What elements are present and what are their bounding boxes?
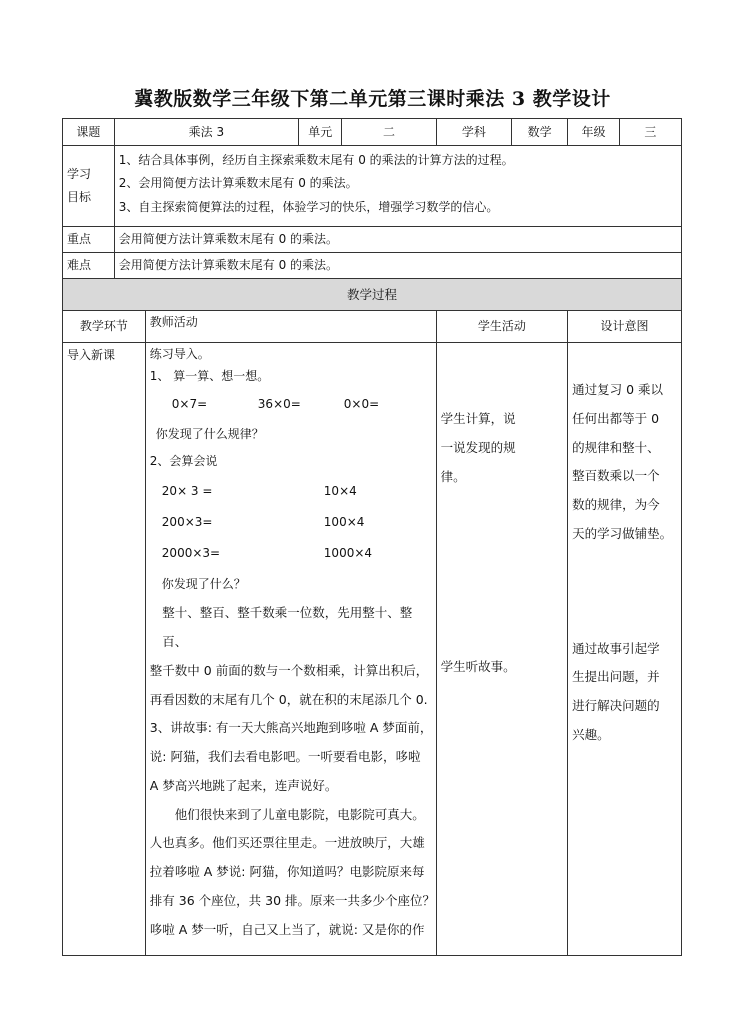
col-student-header: 学生活动 [436,311,567,343]
section-1-exprs [150,389,432,420]
section-2-title: 2、会算会说 [149,454,218,469]
topic-label: 课题 [63,119,115,146]
expr: 36×0= [257,397,301,412]
section-1-title: 1、 算一算、想一想。 [149,369,270,384]
difficult-point-text: 会用简便方法计算乘数末尾有 0 的乘法。 [114,253,681,279]
expr: 0×0= [343,397,380,412]
section-1-question: 你发现了什么规律？ [155,426,264,441]
design-intent-2: 通过故事引起学 生提出问题，并 进行解决问题的 兴趣。 [572,640,660,742]
design-intent-1: 通过复习 0 乘以 任何出都等于 0 的规律和整十、 整百数乘以一个 数的规律，为今 天的学习做铺垫。 [572,382,673,541]
page-title: 冀教版数学三年级下第二单元第三课时乘法 3 教学设计 [134,88,611,110]
section-2-question: 你发现了什么？ [161,577,246,592]
unit-label: 单元 [299,119,342,146]
grade-label: 年级 [568,119,620,146]
key-point-label: 重点 [63,227,115,253]
goals-list [114,146,681,227]
calc-row: 200×3= 100×4 [161,514,365,529]
rule-paragraph: 整十、整百、整千数乘一位数，先用整十、整百、 整千数中 0 前面的数与一个数相乘，计算出积后， 再看因数的末尾有几个 0，就在积的末尾添几个 0. [149,605,429,707]
teacher-activity-cell [145,343,436,956]
calc-row: 2000×3= 1000×4 [161,546,373,561]
expr: 0×7= [171,397,208,412]
difficult-point-label: 难点 [63,253,115,279]
design-intent-cell [568,343,682,956]
story-paragraph: 3、讲故事: 有一天大熊高兴地跑到哆啦 A 梦面前， 说: 阿猫，我们去看电影吧。一听要看电影，哆啦 A 梦高兴地跳了起来，连声说好。 他们很快来到了儿童电影院，电影院可真大。 人也真多。他们买还票往里走。一进放映厅，大雄 拉着哆啦 A 梦说: 阿猫，你知道吗？电影院原来每 排有 36 个座位，共 30 排。原来一共多少个座位？ 哆啦 A 梦一听，自己又上当了，就说: 又是你的作 [149,720,436,937]
goal-item: 2、会用简便方法计算乘数末尾有 0 的乘法。 [118,176,358,191]
col-teacher-header: 教师活动 [145,311,436,343]
unit-value: 二 [342,119,436,146]
col-intent-header: 设计意图 [568,311,682,343]
subject-value: 数学 [512,119,568,146]
lesson-plan-table [62,118,682,956]
col-stage-header: 教学环节 [63,311,146,343]
goals-label: 学习 目标 [63,146,115,227]
student-activity-cell [436,343,567,956]
subject-label: 学科 [436,119,512,146]
goal-item: 1、结合具体事例，经历自主探索乘数末尾有 0 的乘法的计算方法的过程。 [118,153,514,167]
topic-value: 乘法 3 [114,119,298,146]
intro-text: 练习导入。 [149,347,210,361]
grade-value: 三 [619,119,681,146]
stage-cell: 导入新课 [63,343,146,956]
key-point-text: 会用简便方法计算乘数末尾有 0 的乘法。 [114,227,681,253]
student-activity-1: 学生计算，说 一说发现的规 律。 [440,411,516,484]
process-heading: 教学过程 [63,279,682,311]
student-activity-2: 学生听故事。 [440,659,516,675]
goal-item: 3、自主探索简便算法的过程，体验学习的快乐，增强学习数学的信心。 [118,199,499,214]
calc-row: 20× 3 = 10×4 [161,483,357,498]
